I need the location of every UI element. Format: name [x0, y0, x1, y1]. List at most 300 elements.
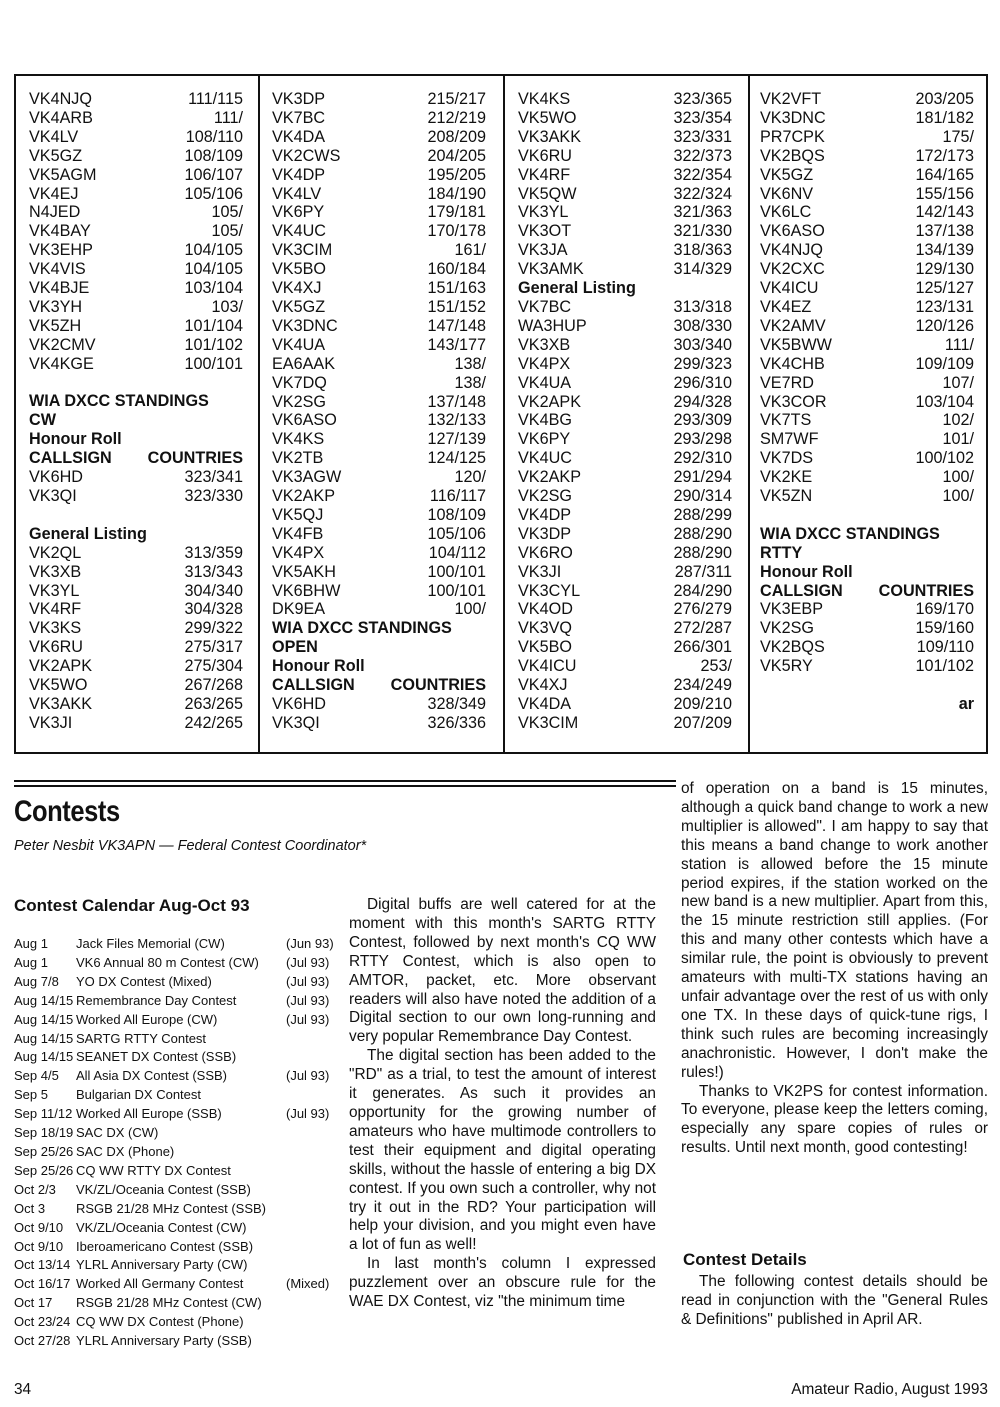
callsign: VK2SG	[272, 392, 326, 411]
contest-name: Worked All Europe (SSB)	[76, 1106, 222, 1122]
table-row	[760, 393, 974, 412]
countries: 111/115	[188, 90, 243, 108]
contest-date: Aug 14/15	[14, 1030, 74, 1046]
page-number: 34	[14, 1381, 32, 1398]
calendar-row	[14, 1162, 332, 1181]
table-row	[272, 185, 486, 204]
table-row	[29, 468, 243, 487]
callsign: VK3JI	[29, 713, 73, 732]
contest-name: CQ WW DX Contest (Phone)	[76, 1314, 244, 1330]
callsign: VK3DP	[272, 90, 326, 108]
table-row	[272, 336, 486, 355]
contest-name: Worked All Germany Contest	[76, 1276, 244, 1292]
table-row	[29, 185, 243, 204]
column-divider	[258, 76, 260, 752]
table-row	[760, 109, 974, 128]
spacer	[29, 506, 243, 525]
countries: 291/294	[673, 468, 732, 487]
countries: 169/170	[915, 600, 974, 619]
table-row	[29, 203, 243, 222]
callsign: VK4RF	[518, 165, 571, 184]
countries: 296/310	[673, 373, 732, 392]
section-rule	[14, 780, 676, 782]
countries: 164/165	[915, 165, 974, 184]
contest-date: Oct 23/24	[14, 1314, 71, 1330]
countries: 208/209	[427, 127, 486, 146]
contest-date: Oct 9/10	[14, 1219, 64, 1235]
countries: 106/107	[184, 165, 243, 184]
callsign: VK6ASO	[272, 411, 337, 430]
contest-ref	[286, 1030, 332, 1049]
table-row	[272, 317, 486, 336]
callsign: VK4NJQ	[29, 90, 92, 108]
countries: 111/	[213, 108, 243, 127]
countries: 322/354	[673, 165, 732, 184]
column-divider	[748, 76, 750, 752]
table-row	[518, 147, 732, 166]
countries: 109/110	[916, 638, 974, 657]
countries: 323/331	[673, 127, 732, 146]
table-row	[760, 260, 974, 279]
callsign: VK3CYL	[518, 581, 581, 600]
callsign: VK4DA	[272, 127, 326, 146]
table-row	[29, 336, 243, 355]
countries: 304/328	[184, 600, 243, 619]
contest-ref	[286, 1162, 332, 1181]
callsign: VK5WO	[518, 108, 577, 127]
countries: 323/341	[184, 468, 243, 487]
callsign: VK6BHW	[272, 581, 341, 600]
table-row	[518, 582, 732, 601]
table-row	[760, 279, 974, 298]
countries: 137/138	[915, 222, 974, 241]
callsign: VK4ICU	[518, 657, 577, 676]
standings-column-4	[760, 90, 974, 714]
callsign: VK6RU	[518, 146, 572, 165]
section-heading: Honour Roll	[272, 657, 365, 676]
contest-date: Sep 18/19	[14, 1125, 74, 1141]
calendar-row	[14, 1200, 332, 1219]
table-row	[29, 109, 243, 128]
calendar-row	[14, 992, 332, 1011]
callsign: VK5GZ	[272, 297, 326, 316]
section-heading: OPEN	[272, 638, 318, 657]
callsign: VK3JA	[518, 241, 568, 260]
callsign: VK6ASO	[760, 222, 825, 241]
table-row	[272, 241, 486, 260]
section-heading: WIA DXCC STANDINGS	[760, 524, 940, 543]
countries: 209/210	[673, 695, 732, 713]
article-title: Contests	[14, 795, 120, 828]
calendar-row	[14, 1313, 332, 1332]
table-row	[518, 619, 732, 638]
calendar-row	[14, 1332, 332, 1351]
contest-ref	[286, 1181, 332, 1200]
countries: 275/304	[184, 657, 243, 676]
standings-column-2	[272, 90, 486, 733]
contest-date: Aug 7/8	[14, 973, 59, 989]
callsign: VK5ZH	[29, 316, 82, 335]
table-row	[760, 619, 974, 638]
table-row	[29, 582, 243, 601]
countries: 142/143	[915, 203, 974, 222]
table-row	[518, 393, 732, 412]
table-row	[518, 676, 732, 695]
countries: 299/322	[184, 619, 243, 638]
callsign: VK5BWW	[760, 335, 832, 354]
spacer	[29, 374, 243, 393]
countries: 134/139	[915, 241, 974, 260]
table-row	[518, 336, 732, 355]
contest-name: VK/ZL/Oceania Contest (CW)	[76, 1219, 247, 1235]
contest-date: Oct 9/10	[14, 1238, 64, 1254]
countries: 104/105	[184, 241, 243, 260]
contest-name: VK6 Annual 80 m Contest (CW)	[76, 954, 259, 970]
right-column	[681, 780, 988, 1158]
calendar-title: Contest Calendar Aug-Oct 93	[14, 896, 250, 915]
details-text	[681, 1273, 988, 1330]
countries: 101/104	[184, 316, 243, 335]
table-row	[518, 525, 732, 544]
countries: 321/363	[673, 203, 732, 222]
callsign-header: CALLSIGN	[272, 676, 355, 695]
contest-ref	[286, 1256, 332, 1275]
table-row	[760, 241, 974, 260]
countries: 101/	[942, 430, 974, 449]
table-row	[29, 166, 243, 185]
callsign: VK4PX	[518, 354, 571, 373]
countries: 120/	[454, 468, 486, 487]
contest-date: Sep 25/26	[14, 1162, 74, 1178]
callsign: VK3XB	[29, 562, 82, 581]
callsign: VK3YL	[518, 203, 569, 222]
table-row	[29, 298, 243, 317]
table-row	[518, 600, 732, 619]
contest-ref	[286, 1332, 332, 1351]
callsign: VK7BC	[272, 108, 326, 127]
callsign: VK4NJQ	[760, 241, 823, 260]
contest-name: RSGB 21/28 MHz Contest (SSB)	[76, 1200, 267, 1216]
callsign: VK7BC	[518, 297, 572, 316]
callsign: SM7WF	[760, 430, 819, 449]
table-row	[272, 222, 486, 241]
table-row	[272, 487, 486, 506]
callsign: VK4UA	[518, 373, 572, 392]
calendar-row	[14, 1124, 332, 1143]
callsign: VK7TS	[760, 411, 812, 430]
countries: 104/105	[184, 260, 243, 279]
countries: 288/299	[673, 505, 732, 524]
callsign: VK3AKK	[29, 694, 92, 713]
table-row	[272, 147, 486, 166]
callsign: VK2APK	[29, 657, 92, 676]
contest-calendar	[14, 935, 332, 1351]
table-row	[760, 411, 974, 430]
callsign: VK4VIS	[29, 260, 86, 279]
countries: 116/117	[429, 487, 486, 506]
contest-name: YLRL Anniversary Party (SSB)	[76, 1333, 252, 1349]
contest-ref: (Mixed)	[286, 1276, 330, 1292]
callsign: VK3EHP	[29, 241, 93, 260]
contest-name: VK/ZL/Oceania Contest (SSB)	[76, 1181, 251, 1197]
contest-name: Worked All Europe (CW)	[76, 1011, 218, 1027]
callsign: VK5GZ	[29, 146, 83, 165]
contest-date: Oct 2/3	[14, 1181, 56, 1197]
table-row	[518, 355, 732, 374]
table-row	[518, 411, 732, 430]
countries: 204/205	[427, 146, 486, 165]
callsign: VK4ICU	[760, 279, 819, 298]
callsign: VK3QI	[29, 487, 77, 506]
callsign: VK4DA	[518, 695, 572, 713]
section-heading: General Listing	[29, 524, 147, 543]
table-row	[272, 544, 486, 563]
countries: 151/163	[427, 279, 486, 298]
table-row	[518, 222, 732, 241]
countries: 108/109	[184, 146, 243, 165]
contest-name: SARTG RTTY Contest	[76, 1030, 207, 1046]
section-heading: General Listing	[518, 279, 636, 298]
callsign: VK7DQ	[272, 373, 327, 392]
countries: 207/209	[673, 713, 732, 732]
contest-ref: (Jul 93)	[286, 954, 330, 970]
contest-ref: (Jun 93)	[286, 936, 334, 951]
calendar-row	[14, 973, 332, 992]
contest-ref	[286, 1124, 332, 1143]
countries: 294/328	[673, 392, 732, 411]
table-row	[760, 468, 974, 487]
calendar-row	[14, 1238, 332, 1257]
table-row	[272, 525, 486, 544]
countries: 137/148	[427, 392, 486, 411]
table-row	[760, 355, 974, 374]
countries: 290/314	[673, 487, 732, 506]
countries: 234/249	[673, 676, 732, 695]
paragraph: The digital section has been added to the "RD" as a trial, to test the amount of interest it generates. As such it provides an opportunity for the growing number of amateurs who have multimode controllers to test their equipment and digital operating skills, without the hassle of entering a big DX contest. If you own such a controller, why not try it out in the RD? Your participation will help your division, and you might even have a lot of fun as well!	[349, 1047, 656, 1254]
table-row	[272, 468, 486, 487]
callsign: VK4DP	[272, 165, 326, 184]
countries: 288/290	[673, 524, 732, 543]
countries: 323/365	[673, 90, 732, 108]
countries-header: COUNTRIES	[390, 676, 486, 695]
callsign: VK3AMK	[518, 260, 584, 279]
table-row	[29, 241, 243, 260]
callsign: VK2TB	[272, 449, 324, 468]
countries: 105/	[211, 203, 243, 222]
countries: 323/354	[673, 108, 732, 127]
countries: 314/329	[673, 260, 732, 279]
paragraph: of operation on a band is 15 minutes, although a quick band change to work a new multiplier is allowed". I am happy to say that this means a band change to work another station is allowed before the 15 minute period expires, if the station worked on the new band is a new multiplier. Apart from this, the 15 minute restriction still applies. (For this and many other contests which have a similar rule, the point is obviously to prevent amateurs with multi-TX stations having an unfair advantage over the rest of us with only one TX. In these days of quick-tune rigs, I think such rules are becoming increasingly anachronistic. However, I don't make the rules!)	[681, 780, 988, 1081]
callsign: VK3QI	[272, 713, 320, 732]
callsign: VK2AKP	[518, 468, 581, 487]
callsign: VK4KS	[518, 90, 571, 108]
table-row	[272, 355, 486, 374]
countries: 143/177	[427, 335, 486, 354]
callsign: WA3HUP	[518, 316, 587, 335]
table-row	[518, 203, 732, 222]
callsign: VK4EZ	[760, 297, 812, 316]
countries: 172/173	[915, 146, 974, 165]
callsign: VK5QJ	[272, 505, 324, 524]
countries: 105/	[211, 222, 243, 241]
countries: 105/106	[184, 184, 243, 203]
table-row	[760, 203, 974, 222]
callsign-header: CALLSIGN	[760, 581, 843, 600]
table-row	[760, 185, 974, 204]
paragraph: In last month's column I expressed puzzlement over an obscure rule for the WAE DX Contest, viz "the minimum time	[349, 1255, 656, 1311]
callsign: VK3JI	[518, 562, 562, 581]
callsign: VK5GZ	[760, 165, 814, 184]
calendar-row	[14, 1256, 332, 1275]
countries: 323/330	[184, 487, 243, 506]
calendar-row	[14, 935, 332, 954]
table-row	[272, 714, 486, 733]
callsign: VK2QL	[29, 543, 82, 562]
table-row	[29, 676, 243, 695]
callsign: VK3KS	[29, 619, 82, 638]
contest-ref: (Jul 93)	[286, 992, 330, 1008]
contest-ref	[286, 1143, 332, 1162]
countries: 313/343	[184, 562, 243, 581]
callsign: VK3XB	[518, 335, 571, 354]
callsign: VK5AKH	[272, 562, 336, 581]
table-row	[29, 657, 243, 676]
callsign: VK2AKP	[272, 487, 335, 506]
countries: 292/310	[673, 449, 732, 468]
callsign: VK5RY	[760, 657, 813, 676]
callsign: VK4OD	[518, 600, 573, 619]
callsign: VK5BO	[272, 260, 326, 279]
contest-date: Oct 27/28	[14, 1333, 71, 1349]
middle-column	[349, 896, 656, 1312]
callsign: VK2CXC	[760, 260, 825, 279]
callsign: VK5ZN	[760, 487, 813, 506]
table-row	[29, 147, 243, 166]
countries: 288/290	[673, 543, 732, 562]
countries: 102/	[942, 411, 974, 430]
table-row	[29, 128, 243, 147]
header-row	[760, 582, 974, 601]
countries: 212/219	[427, 108, 486, 127]
contest-ref	[286, 1238, 332, 1257]
table-row	[760, 147, 974, 166]
countries: 159/160	[915, 619, 974, 638]
callsign: VK4KGE	[29, 354, 94, 373]
countries: 161/	[454, 241, 486, 260]
table-row	[518, 449, 732, 468]
table-row	[518, 260, 732, 279]
table-row	[518, 468, 732, 487]
callsign: VK6RU	[29, 638, 83, 657]
countries: 203/205	[915, 90, 974, 108]
callsign: DK9EA	[272, 600, 326, 619]
callsign: VK7DS	[760, 449, 814, 468]
calendar-row	[14, 1086, 332, 1105]
table-row	[272, 695, 486, 714]
table-row	[760, 298, 974, 317]
table-row	[272, 374, 486, 393]
header-row	[272, 676, 486, 695]
callsign: VK6PY	[272, 203, 325, 222]
countries: 103/104	[915, 392, 974, 411]
table-row	[29, 714, 243, 733]
callsign: VK3YL	[29, 581, 80, 600]
callsign: VK4UC	[518, 449, 572, 468]
calendar-row	[14, 1294, 332, 1313]
countries: 322/324	[673, 184, 732, 203]
countries: 313/318	[673, 297, 732, 316]
countries: 287/311	[674, 562, 732, 581]
table-row	[29, 317, 243, 336]
callsign: VK5WO	[29, 676, 88, 695]
contest-ref	[286, 1086, 332, 1105]
table-row	[29, 544, 243, 563]
countries: 103/104	[184, 279, 243, 298]
calendar-row	[14, 1143, 332, 1162]
callsign: VK6PY	[518, 430, 571, 449]
table-row	[760, 90, 974, 109]
section-heading: Honour Roll	[760, 562, 853, 581]
countries: 101/102	[915, 657, 974, 676]
countries: 155/156	[915, 184, 974, 203]
contest-date: Aug 1	[14, 954, 48, 970]
countries: 253/	[700, 657, 732, 676]
contest-name: CQ WW RTTY DX Contest	[76, 1162, 231, 1178]
countries: 100/101	[427, 562, 486, 581]
countries: 215/217	[427, 90, 486, 108]
table-row	[760, 600, 974, 619]
callsign: VK3VQ	[518, 619, 572, 638]
contest-ref	[286, 1313, 332, 1332]
table-row	[272, 506, 486, 525]
table-row	[272, 279, 486, 298]
table-row	[518, 695, 732, 714]
table-row	[518, 298, 732, 317]
details-title: Contest Details	[683, 1250, 807, 1269]
calendar-row	[14, 1105, 332, 1124]
contest-date: Sep 5	[14, 1087, 48, 1103]
table-row	[518, 317, 732, 336]
countries: 321/330	[673, 222, 732, 241]
callsign: VK6NV	[760, 184, 814, 203]
callsign: VK3DNC	[272, 316, 338, 335]
section-heading: Honour Roll	[29, 430, 122, 449]
table-row	[760, 430, 974, 449]
contest-name: Jack Files Memorial (CW)	[76, 936, 225, 951]
contest-date: Oct 16/17	[14, 1276, 71, 1292]
callsign: VK2SG	[518, 487, 572, 506]
countries: 242/265	[184, 713, 243, 732]
countries: 263/265	[184, 694, 243, 713]
table-row	[29, 355, 243, 374]
countries: 100/101	[184, 354, 243, 373]
countries: 303/340	[673, 335, 732, 354]
table-row	[29, 222, 243, 241]
callsign: VK2BQS	[760, 638, 825, 657]
table-row	[760, 374, 974, 393]
table-row	[272, 166, 486, 185]
countries: 293/298	[673, 430, 732, 449]
callsign: VK2KE	[760, 468, 813, 487]
table-row	[272, 260, 486, 279]
table-row	[518, 185, 732, 204]
calendar-row	[14, 1219, 332, 1238]
contest-name: Iberoamericano Contest (SSB)	[76, 1238, 254, 1254]
article-byline: Peter Nesbit VK3APN — Federal Contest Coordinator*	[14, 838, 367, 854]
callsign: VK5AGM	[29, 165, 97, 184]
contest-name: SAC DX (Phone)	[76, 1143, 175, 1159]
table-row	[518, 714, 732, 733]
